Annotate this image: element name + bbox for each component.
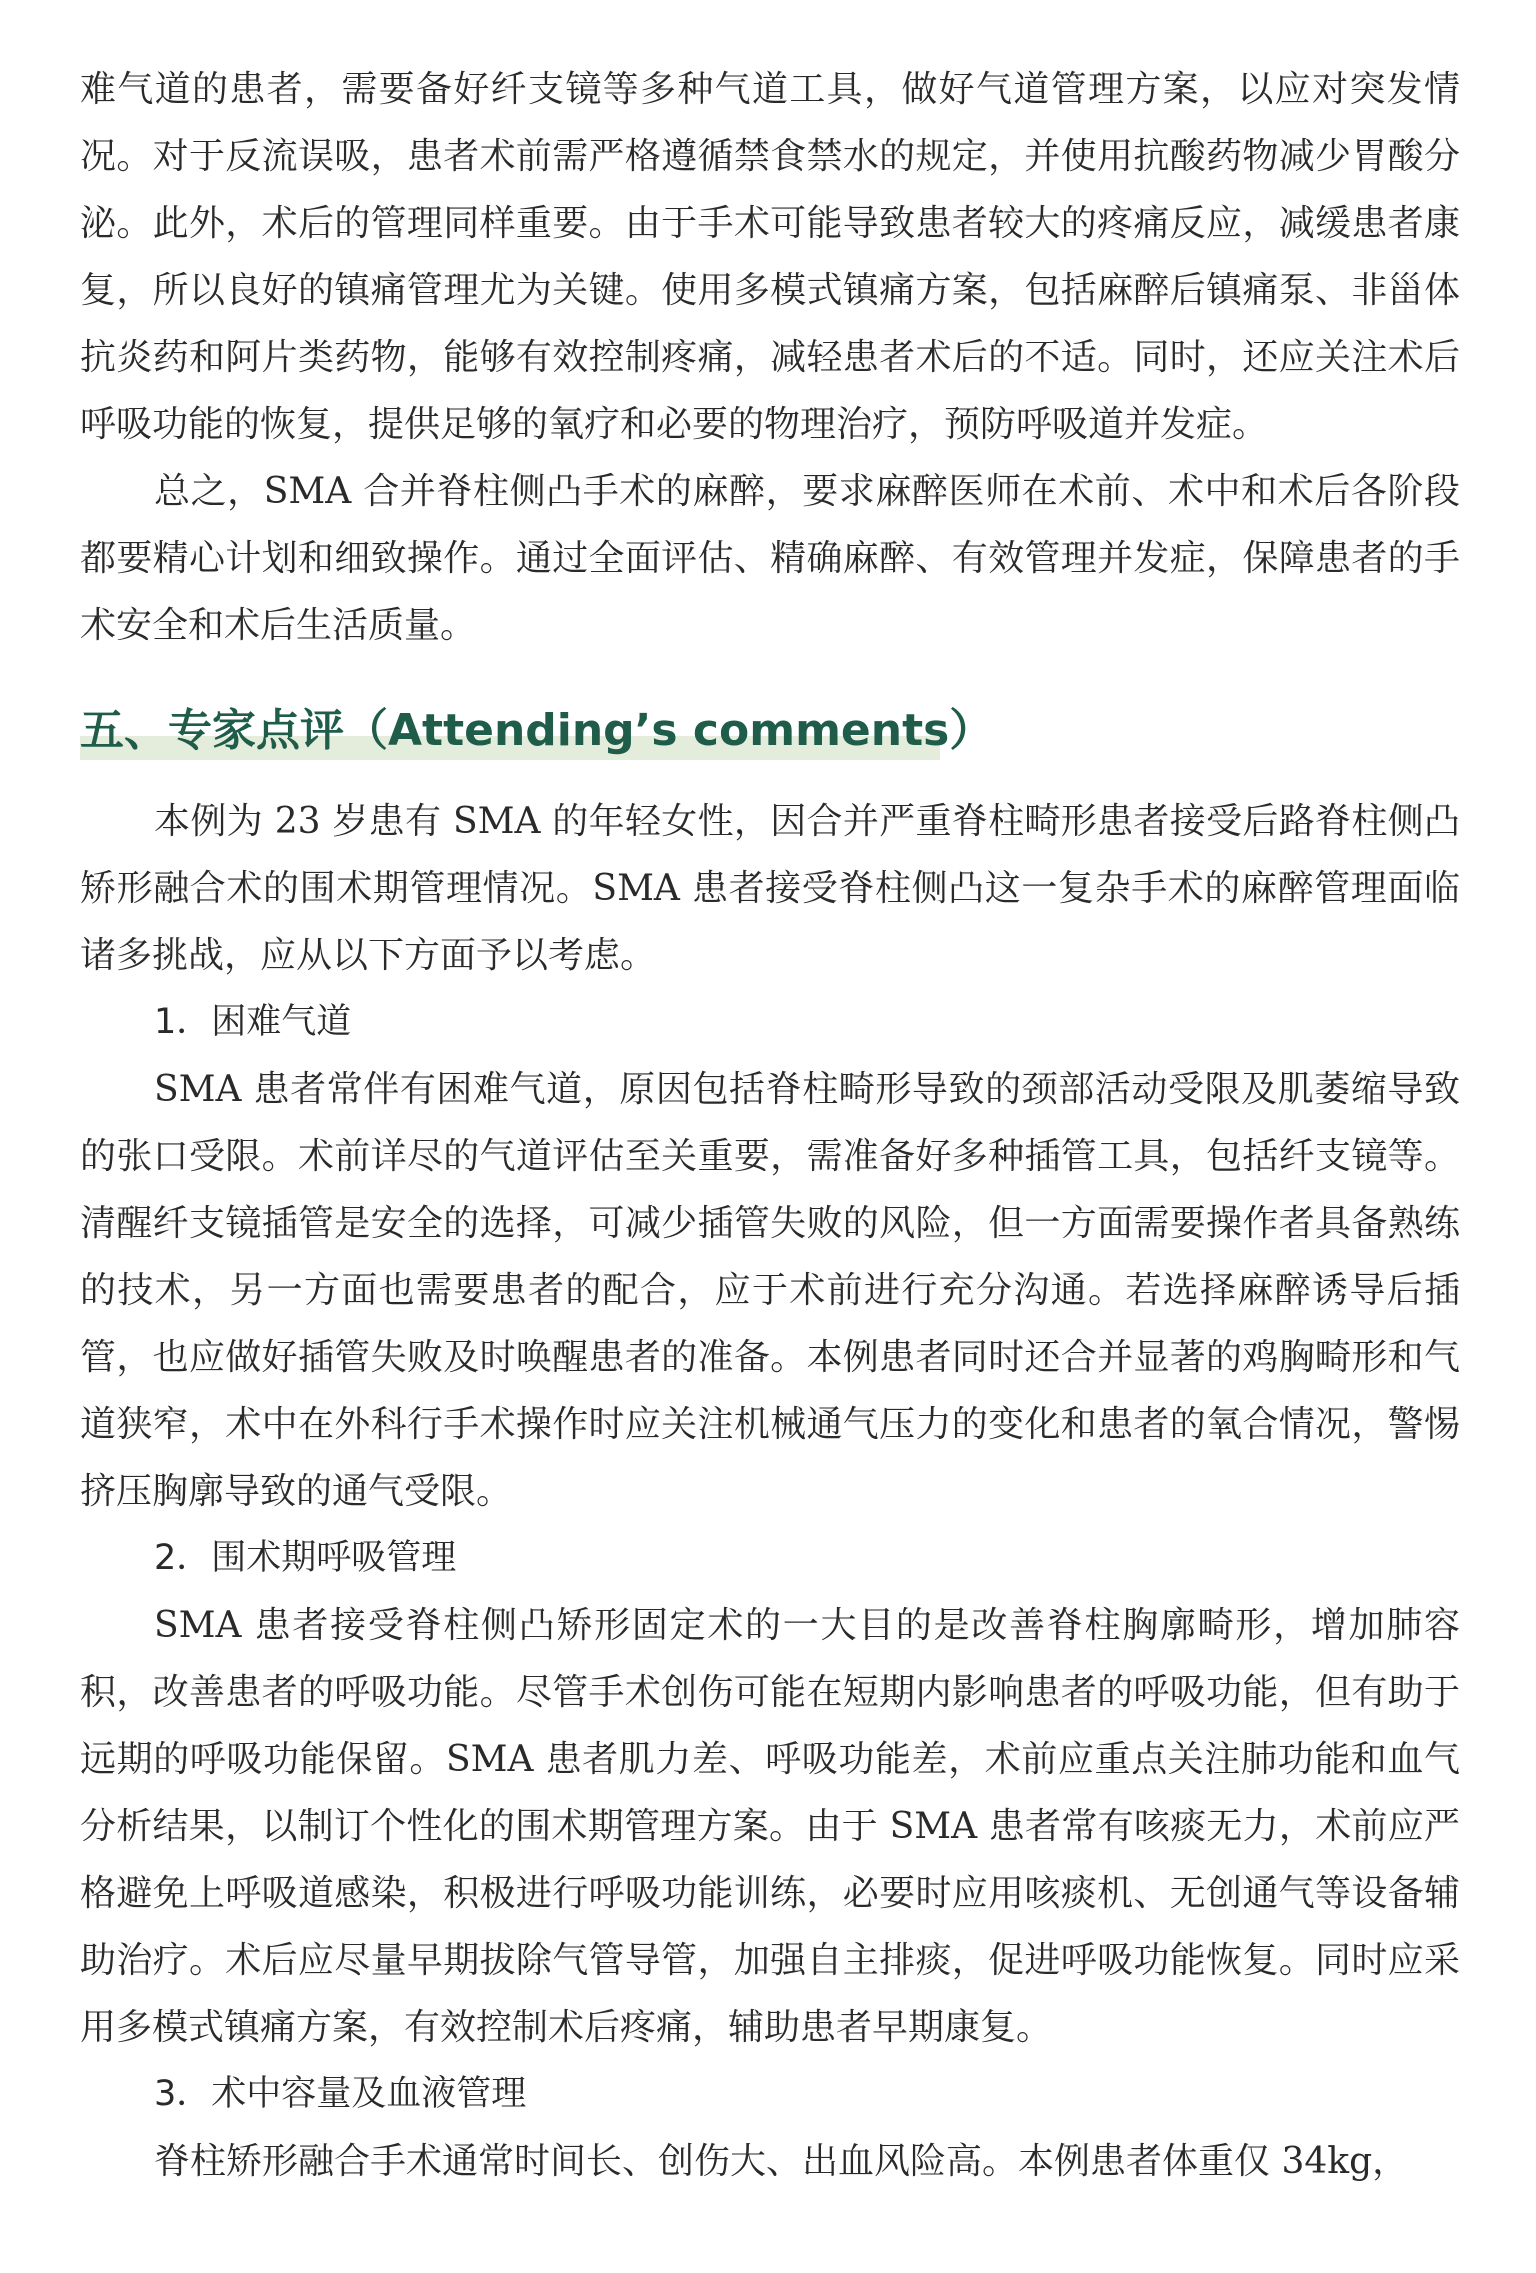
- item-body-respiratory-management: SMA 患者接受脊柱侧凸矫形固定术的一大目的是改善脊柱胸廓畸形，增加肺容积，改善患者的呼吸功能。尽管手术创伤可能在短期内影响患者的呼吸功能，但有助于远期的呼吸功能保留。SMA 患者肌力差、呼吸功能差，术前应重点关注肺功能和血气分析结果，以制订个性化的围术期管理方案。由于 SMA 患者常有咳痰无力，术前应严格避免上呼吸道感染，积极进行呼吸功能训练，必要时应用咳痰机、无创通气等设备辅助治疗。术后应尽量早期拔除气管导管，加强自主排痰，促进呼吸功能恢复。同时应采用多模式镇痛方案，有效控制术后疼痛，辅助患者早期康复。: [80, 1605, 1460, 2048]
- item-title-difficult-airway: 1．困难气道: [154, 1002, 352, 1042]
- item-body-difficult-airway: SMA 患者常伴有困难气道，原因包括脊柱畸形导致的颈部活动受限及肌萎缩导致的张口受限。术前详尽的气道评估至关重要，需准备好多种插管工具，包括纤支镜等。清醒纤支镜插管是安全的选择，可减少插管失败的风险，但一方面需要操作者具备熟练的技术，另一方面也需要患者的配合，应于术前进行充分沟通。若选择麻醉诱导后插管，也应做好插管失败及时唤醒患者的准备。本例患者同时还合并显著的鸡胸畸形和气道狭窄，术中在外科行手术操作时应关注机械通气压力的变化和患者的氧合情况，警惕挤压胸廓导致的通气受限。: [80, 1069, 1460, 1512]
- section-heading-block: [80, 696, 1460, 766]
- item-title-respiratory-management: 2．围术期呼吸管理: [154, 1538, 457, 1578]
- item-title-volume-blood-management: 3．术中容量及血液管理: [154, 2074, 527, 2114]
- section-heading: 五、专家点评（Attending’s comments）: [80, 705, 994, 756]
- body-paragraph-continued: 难气道的患者，需要备好纤支镜等多种气道工具，做好气道管理方案，以应对突发情况。对于反流误吸，患者术前需严格遵循禁食禁水的规定，并使用抗酸药物减少胃酸分泌。此外，术后的管理同样重要。由于手术可能导致患者较大的疼痛反应，减缓患者康复，所以良好的镇痛管理尤为关键。使用多模式镇痛方案，包括麻醉后镇痛泵、非甾体抗炎药和阿片类药物，能够有效控制疼痛，减轻患者术后的不适。同时，还应关注术后呼吸功能的恢复，提供足够的氧疗和必要的物理治疗，预防呼吸道并发症。: [80, 69, 1460, 445]
- item-body-volume-blood-management: 脊柱矫形融合手术通常时间长、创伤大、出血风险高。本例患者体重仅 34kg，: [154, 2141, 1409, 2182]
- summary-paragraph: 总之，SMA 合并脊柱侧凸手术的麻醉，要求麻醉医师在术前、术中和术后各阶段都要精心计划和细致操作。通过全面评估、精确麻醉、有效管理并发症，保障患者的手术安全和术后生活质量。: [80, 471, 1460, 646]
- document-page: [80, 56, 1460, 2195]
- intro-paragraph: 本例为 23 岁患有 SMA 的年轻女性，因合并严重脊柱畸形患者接受后路脊柱侧凸矫形融合术的围术期管理情况。SMA 患者接受脊柱侧凸这一复杂手术的麻醉管理面临诸多挑战，应从以下方面予以考虑。: [80, 801, 1460, 976]
